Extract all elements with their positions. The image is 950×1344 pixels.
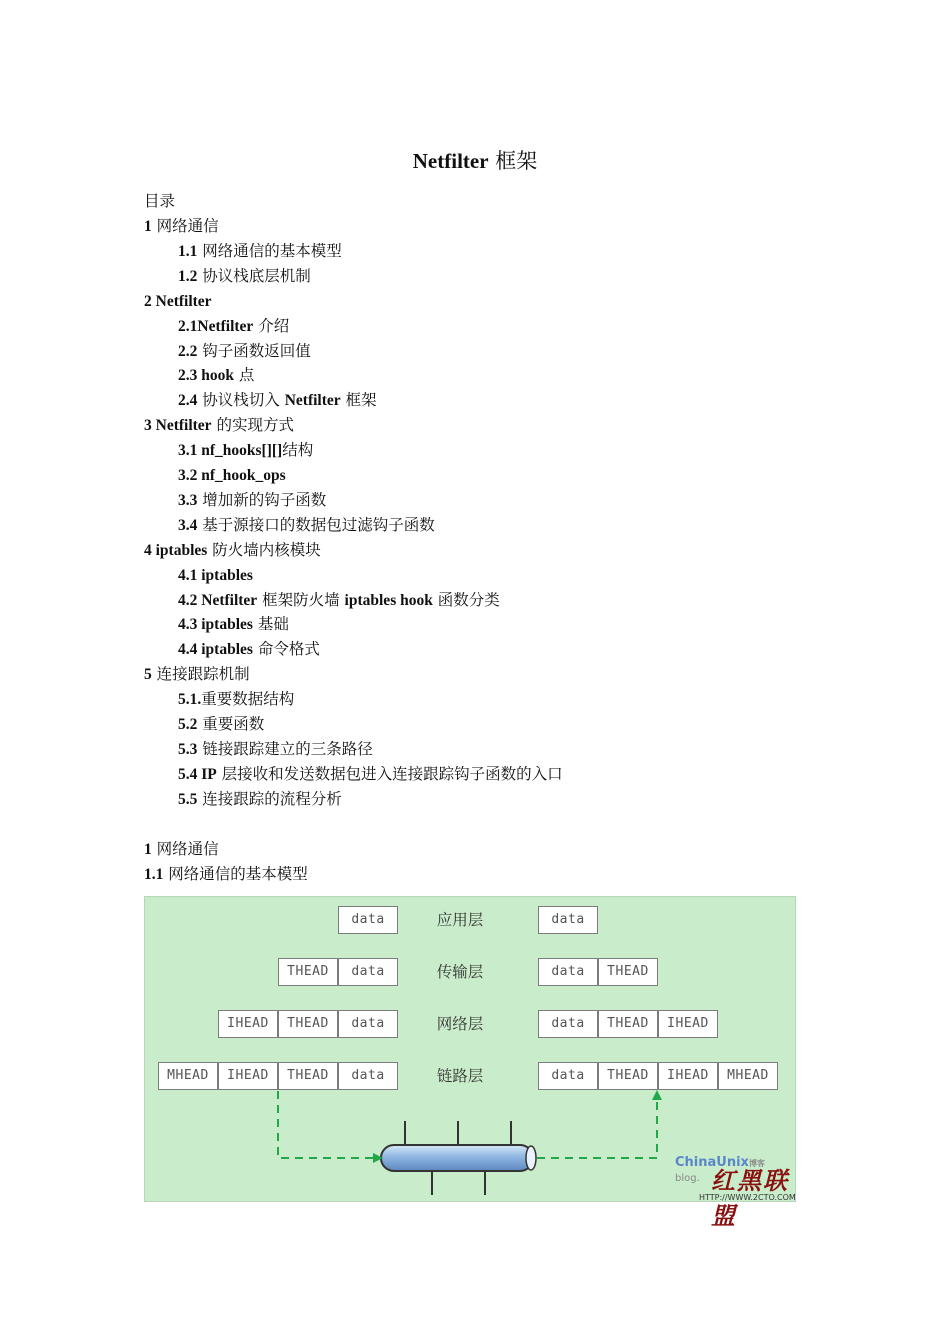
toc-item-number: 5.4 IP <box>178 765 217 783</box>
toc-item-number: 1 <box>144 218 152 235</box>
toc-item-number: 1.1 <box>178 242 198 260</box>
toc-item-number: 5 <box>144 666 152 684</box>
subsection-heading: 1.1 网络通信的基本模型 <box>144 865 308 883</box>
toc-item-number: 2 Netfilter <box>144 292 212 310</box>
toc-item-text: 协议栈底层机制 <box>197 266 311 285</box>
toc-item-number: 5.5 <box>178 790 198 808</box>
section-heading: 1 网络通信 <box>144 840 219 858</box>
toc-item <box>178 239 342 264</box>
packet-cell: IHEAD <box>218 1062 278 1090</box>
watermark-blog: blog. <box>675 1173 700 1184</box>
packet-cell: THEAD <box>598 1062 658 1090</box>
receive-arrowhead <box>652 1090 662 1100</box>
toc-item-number: 4.3 iptables <box>178 616 253 634</box>
packet-cell: data <box>338 1062 398 1090</box>
packet-cell: THEAD <box>278 1010 338 1038</box>
toc-item <box>178 762 563 787</box>
toc-item-number: 2.2 <box>178 342 198 360</box>
receive-path <box>537 1099 657 1158</box>
toc-item <box>178 787 342 812</box>
toc-item-text: 增加新的钩子函数 <box>197 490 327 509</box>
toc-item <box>178 388 377 413</box>
toc-item-number: Netfilter <box>284 392 341 410</box>
toc-item-text: 基于源接口的数据包过滤钩子函数 <box>197 515 435 534</box>
toc-item <box>178 612 289 637</box>
toc-item-number: 3.4 <box>178 516 198 534</box>
toc-item-text: 网络通信 <box>151 217 219 235</box>
packet-cell: data <box>538 906 598 934</box>
toc-item <box>178 563 253 588</box>
toc-item <box>178 712 264 737</box>
packet-cell: THEAD <box>278 1062 338 1090</box>
toc-item-text: 命令格式 <box>252 640 320 659</box>
packet-cell: MHEAD <box>718 1062 778 1090</box>
toc-item <box>178 488 326 513</box>
toc-item-number: 5.1. <box>178 691 202 709</box>
toc-item-number: 1.2 <box>178 267 198 285</box>
packet-cell: IHEAD <box>658 1010 718 1038</box>
packet-cell: THEAD <box>598 1010 658 1038</box>
toc-item-text: 防火墙内核模块 <box>207 540 321 559</box>
toc-item-text: 函数分类 <box>432 590 500 609</box>
layer-label: 网络层 <box>436 1015 484 1033</box>
packet-cell: IHEAD <box>218 1010 278 1038</box>
toc-item-number: 4 iptables <box>144 541 208 559</box>
watermark-url: HTTP://WWW.2CTO.COM <box>699 1193 796 1202</box>
network-pipe <box>381 1145 533 1171</box>
toc-item-text: 基础 <box>252 615 289 634</box>
network-model-diagram <box>144 896 796 1230</box>
toc-item <box>178 363 254 388</box>
toc-item <box>144 538 321 563</box>
packet-cell: data <box>538 1010 598 1038</box>
packet-cell: data <box>538 1062 598 1090</box>
toc-item <box>178 687 294 712</box>
toc-item <box>144 214 219 239</box>
toc-item <box>144 413 294 438</box>
toc-item-number: iptables hook <box>344 591 433 609</box>
toc-item-text: 协议栈切入 <box>197 391 285 410</box>
packet-cell: THEAD <box>278 958 338 986</box>
toc-item-text: 框架防火墙 <box>257 590 345 609</box>
toc-item-number: 2.1Netfilter <box>178 317 254 335</box>
packet-cell: IHEAD <box>658 1062 718 1090</box>
toc-item <box>144 662 250 687</box>
toc-item <box>144 289 212 314</box>
packet-cell: data <box>338 906 398 934</box>
pipe-end <box>526 1146 536 1170</box>
toc-item-number: 3.1 nf_hooks[][] <box>178 442 283 460</box>
toc-item-text: 连接跟踪机制 <box>151 665 250 684</box>
toc-item-text: 点 <box>234 366 255 385</box>
toc-item-number: 3.2 nf_hook_ops <box>178 467 286 484</box>
toc-item-text: 连接跟踪的流程分析 <box>197 789 342 808</box>
toc-item-number: 2.4 <box>178 392 198 410</box>
packet-cell: data <box>338 958 398 986</box>
toc-item-number: 4.4 iptables <box>178 641 253 659</box>
send-path <box>278 1091 378 1158</box>
document-title: Netfilter 框架 <box>412 149 538 173</box>
toc-item-text: 链接跟踪建立的三条路径 <box>197 739 373 758</box>
toc-item-number: 3.3 <box>178 491 198 509</box>
toc-item <box>178 438 313 463</box>
toc-item-number: 5.2 <box>178 716 198 733</box>
layer-label: 应用层 <box>436 911 484 929</box>
toc-item-text: 重要数据结构 <box>201 690 295 709</box>
toc-item-number: 2.3 hook <box>178 367 234 385</box>
toc-item <box>178 737 373 762</box>
toc-item-text: 框架 <box>340 391 377 410</box>
toc-item-number: 3 Netfilter <box>144 417 212 435</box>
packet-cell: data <box>538 958 598 986</box>
toc-item <box>178 637 320 662</box>
toc-item-text: 介绍 <box>253 316 290 335</box>
toc-item-number: 4.1 iptables <box>178 566 253 584</box>
watermark-chinaunix: ChinaUnix博客 <box>675 1155 765 1170</box>
toc-item <box>178 463 286 488</box>
toc-item-text: 网络通信的基本模型 <box>197 241 342 260</box>
toc-item-text: 结构 <box>282 441 314 460</box>
toc-item <box>178 314 289 339</box>
packet-cell: MHEAD <box>158 1062 218 1090</box>
packet-cell: data <box>338 1010 398 1038</box>
toc-item-text: 钩子函数返回值 <box>197 341 311 360</box>
layer-label: 传输层 <box>436 963 484 981</box>
packet-cell: THEAD <box>598 958 658 986</box>
toc-item <box>178 264 311 289</box>
toc-item-text: 重要函数 <box>197 715 265 733</box>
toc-label: 目录 <box>144 192 176 210</box>
toc-item <box>178 588 500 613</box>
toc-item-text: 层接收和发送数据包进入连接跟踪钩子函数的入口 <box>216 764 563 783</box>
toc-item-number: 4.2 Netfilter <box>178 591 258 609</box>
toc-item <box>178 513 435 538</box>
layer-label: 链路层 <box>436 1067 484 1085</box>
toc-item-text: 的实现方式 <box>211 416 294 435</box>
toc-item <box>178 339 311 364</box>
watermark-logo: 红黑联盟 <box>711 1166 789 1230</box>
toc-item-number: 5.3 <box>178 740 198 758</box>
